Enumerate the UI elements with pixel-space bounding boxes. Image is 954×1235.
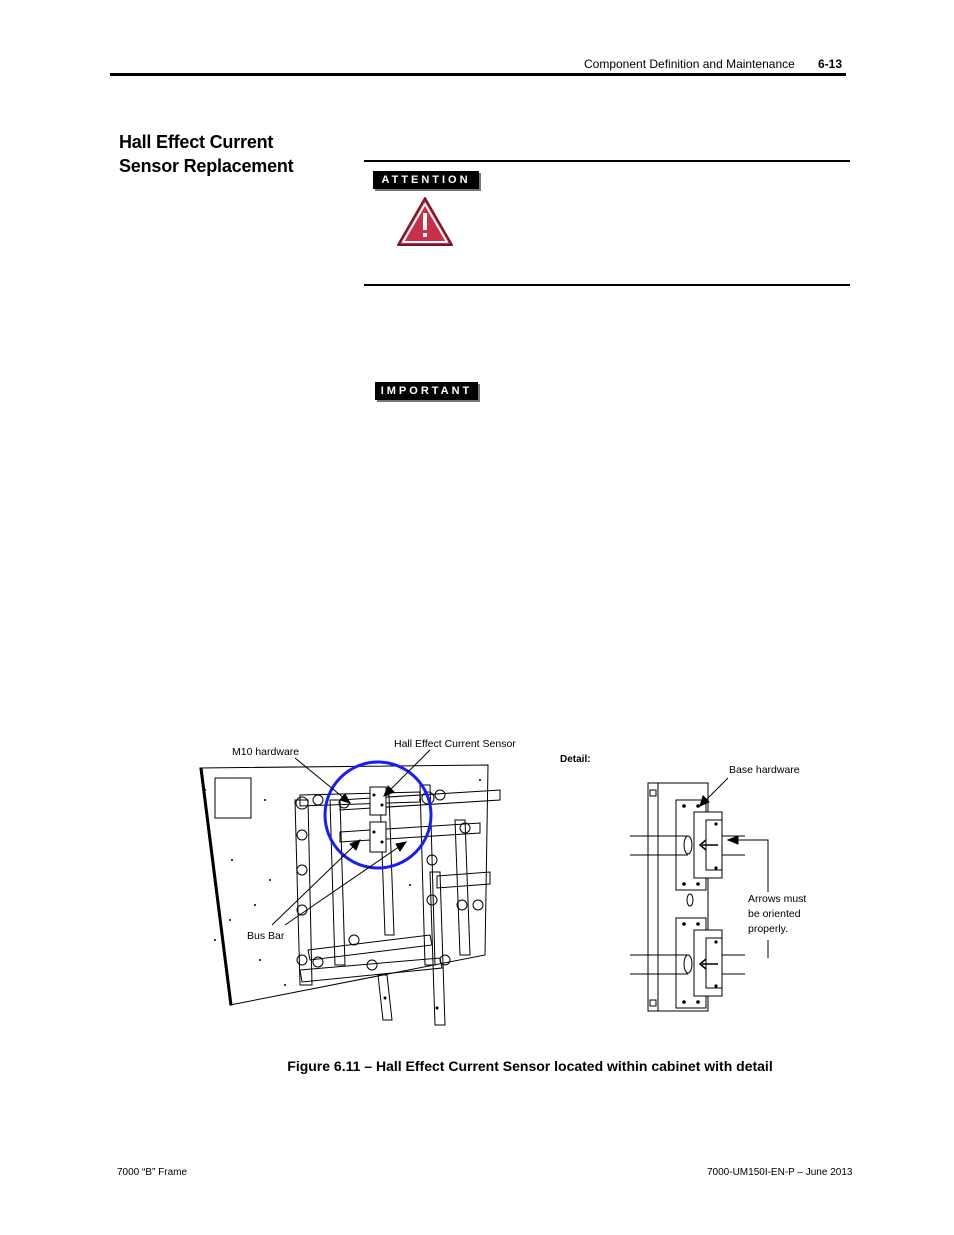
label-bus-bar: Bus Bar <box>247 930 285 942</box>
section-title-line2: Sensor Replacement <box>119 156 294 176</box>
footer-left: 7000 “B” Frame <box>117 1167 188 1178</box>
figure-caption: Figure 6.11 – Hall Effect Current Sensor located within cabinet with detail <box>287 1058 773 1074</box>
label-hall-effect-sensor: Hall Effect Current Sensor <box>394 738 516 750</box>
label-arrows-line2: be oriented <box>748 908 801 920</box>
label-detail: Detail: <box>560 754 591 765</box>
section-title-line1: Hall Effect Current <box>119 132 274 152</box>
leader-arrows-upper <box>730 840 768 892</box>
important-tag: IMPORTANT <box>375 382 478 400</box>
header-section-title: Component Definition and Maintenance <box>584 57 795 71</box>
label-arrows-line1: Arrows must <box>748 893 807 905</box>
detail-frame-left <box>648 783 658 1011</box>
attention-tag: ATTENTION <box>373 171 479 189</box>
footer-right: 7000-UM150I-EN-P – June 2013 <box>707 1167 853 1178</box>
header-page-number: 6-13 <box>818 57 843 71</box>
label-m10-hardware: M10 hardware <box>232 746 300 758</box>
label-arrows-line3: properly. <box>748 923 789 935</box>
label-base-hardware: Base hardware <box>729 764 800 776</box>
